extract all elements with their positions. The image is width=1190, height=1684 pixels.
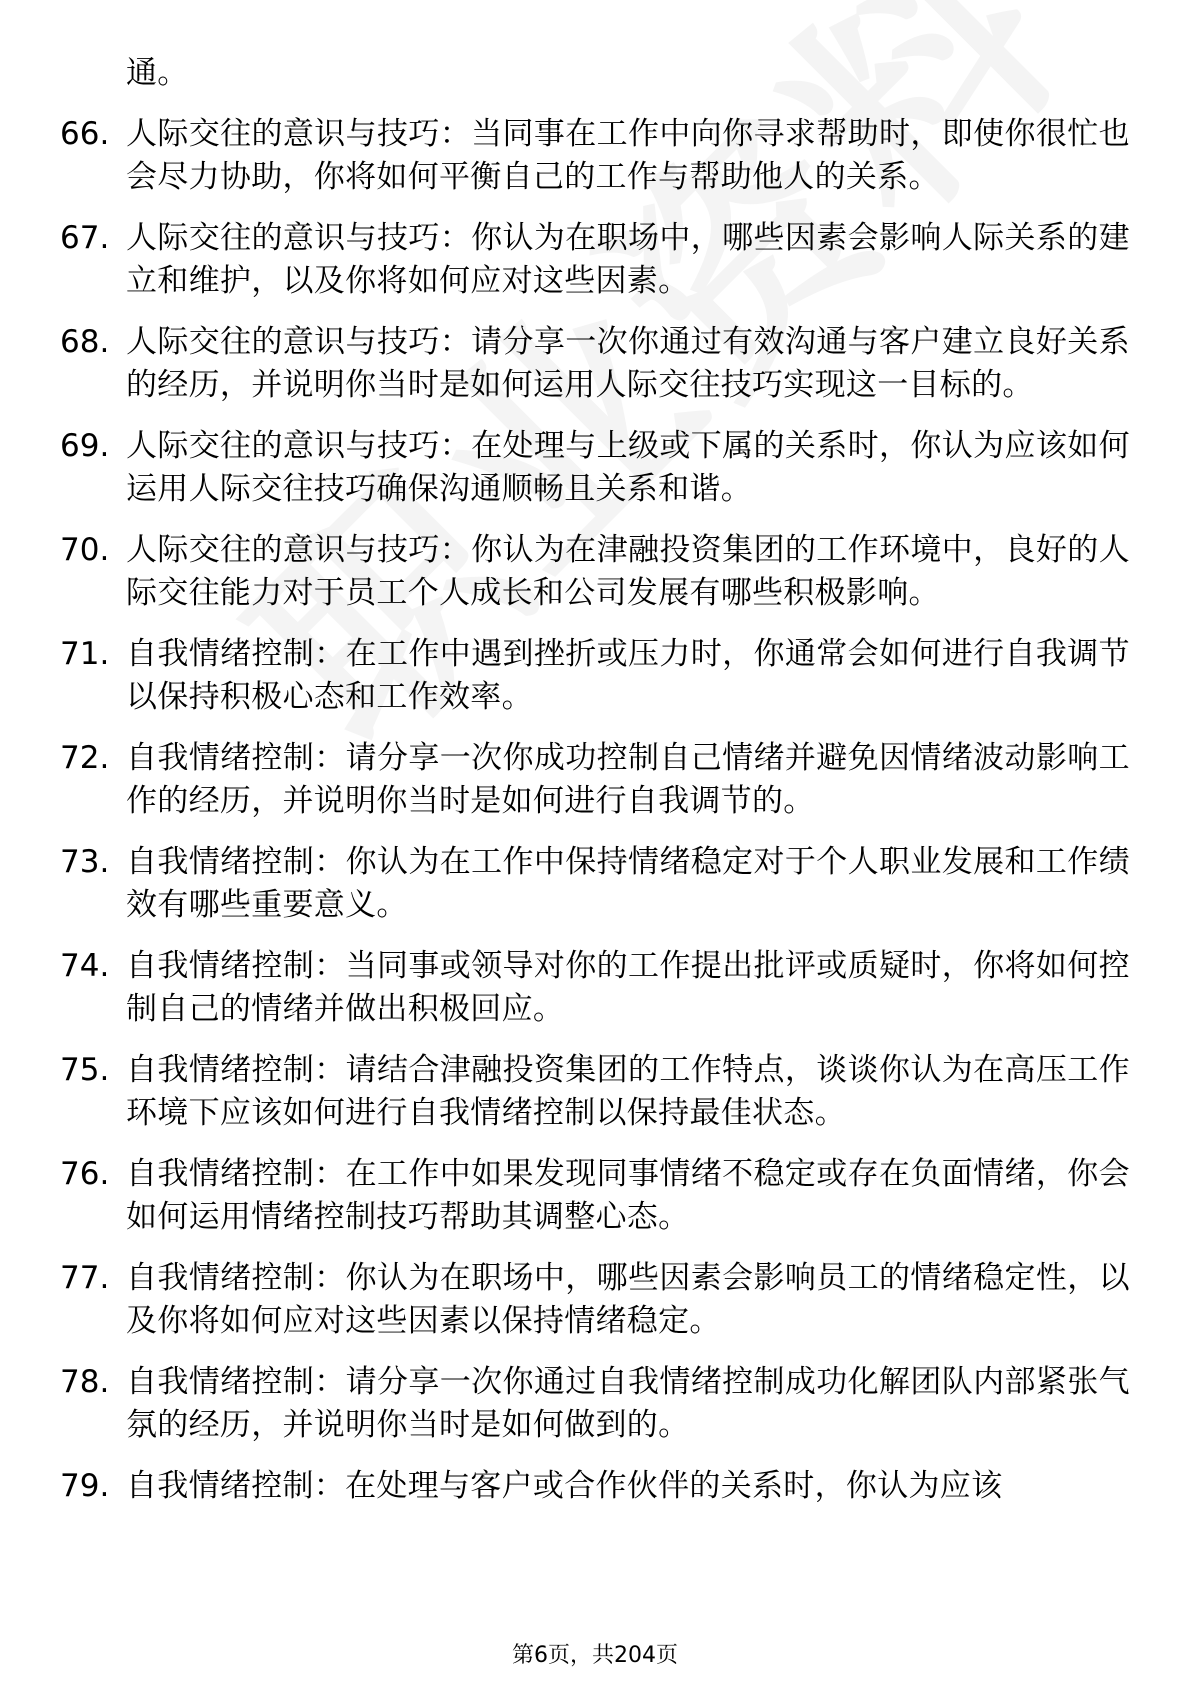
item-number: 67. [60, 220, 110, 256]
item-text: 自我情绪控制：你认为在工作中保持情绪稳定对于个人职业发展和工作绩效有哪些重要意义。 [126, 844, 1130, 923]
item-number: 79. [60, 1468, 110, 1504]
item-number: 68. [60, 324, 110, 360]
list-item [60, 529, 1130, 615]
item-text: 人际交往的意识与技巧：当同事在工作中向你寻求帮助时，即使你很忙也会尽力协助，你将如何平衡自己的工作与帮助他人的关系。 [126, 116, 1130, 195]
list-item [60, 321, 1130, 407]
item-number: 69. [60, 428, 110, 464]
item-number: 70. [60, 532, 110, 568]
item-text: 人际交往的意识与技巧：你认为在津融投资集团的工作环境中，良好的人际交往能力对于员工个人成长和公司发展有哪些积极影响。 [126, 532, 1130, 611]
page-footer: 第6页，共204页 [512, 1643, 678, 1668]
item-number: 71. [60, 636, 110, 672]
item-text: 自我情绪控制：请结合津融投资集团的工作特点，谈谈你认为在高压工作环境下应该如何进行自我情绪控制以保持最佳状态。 [126, 1052, 1130, 1131]
items-container [60, 113, 1130, 1508]
item-number: 74. [60, 948, 110, 984]
item-text: 自我情绪控制：请分享一次你通过自我情绪控制成功化解团队内部紧张气氛的经历，并说明你当时是如何做到的。 [126, 1364, 1130, 1443]
item-number: 76. [60, 1156, 110, 1192]
continuation-text: 通。 [126, 55, 189, 91]
item-number: 78. [60, 1364, 110, 1400]
list-item [60, 1465, 1130, 1508]
list-item [60, 1361, 1130, 1447]
list-item [60, 425, 1130, 511]
item-text: 自我情绪控制：当同事或领导对你的工作提出批评或质疑时，你将如何控制自己的情绪并做出积极回应。 [126, 948, 1130, 1027]
item-number: 73. [60, 844, 110, 880]
question-list [60, 52, 1130, 1526]
item-text: 自我情绪控制：你认为在职场中，哪些因素会影响员工的情绪稳定性，以及你将如何应对这些因素以保持情绪稳定。 [126, 1260, 1130, 1339]
list-item [60, 113, 1130, 199]
item-text: 人际交往的意识与技巧：请分享一次你通过有效沟通与客户建立良好关系的经历，并说明你当时是如何运用人际交往技巧实现这一目标的。 [126, 324, 1130, 403]
item-text: 自我情绪控制：在处理与客户或合作伙伴的关系时，你认为应该 [126, 1468, 1003, 1504]
list-item [60, 633, 1130, 719]
item-number: 75. [60, 1052, 110, 1088]
item-text: 人际交往的意识与技巧：你认为在职场中，哪些因素会影响人际关系的建立和维护，以及你将如何应对这些因素。 [126, 220, 1130, 299]
list-item [60, 1257, 1130, 1343]
item-number: 72. [60, 740, 110, 776]
item-text: 人际交往的意识与技巧：在处理与上级或下属的关系时，你认为应该如何运用人际交往技巧确保沟通顺畅且关系和谐。 [126, 428, 1130, 507]
list-item [60, 945, 1130, 1031]
list-item [60, 737, 1130, 823]
list-item [60, 841, 1130, 927]
item-number: 77. [60, 1260, 110, 1296]
list-item [60, 1153, 1130, 1239]
list-item [60, 1049, 1130, 1135]
item-text: 自我情绪控制：在工作中如果发现同事情绪不稳定或存在负面情绪，你会如何运用情绪控制技巧帮助其调整心态。 [126, 1156, 1130, 1235]
list-item [60, 217, 1130, 303]
item-text: 自我情绪控制：请分享一次你成功控制自己情绪并避免因情绪波动影响工作的经历，并说明你当时是如何进行自我调节的。 [126, 740, 1130, 819]
item-text: 自我情绪控制：在工作中遇到挫折或压力时，你通常会如何进行自我调节以保持积极心态和工作效率。 [126, 636, 1130, 715]
item-number: 66. [60, 116, 110, 152]
